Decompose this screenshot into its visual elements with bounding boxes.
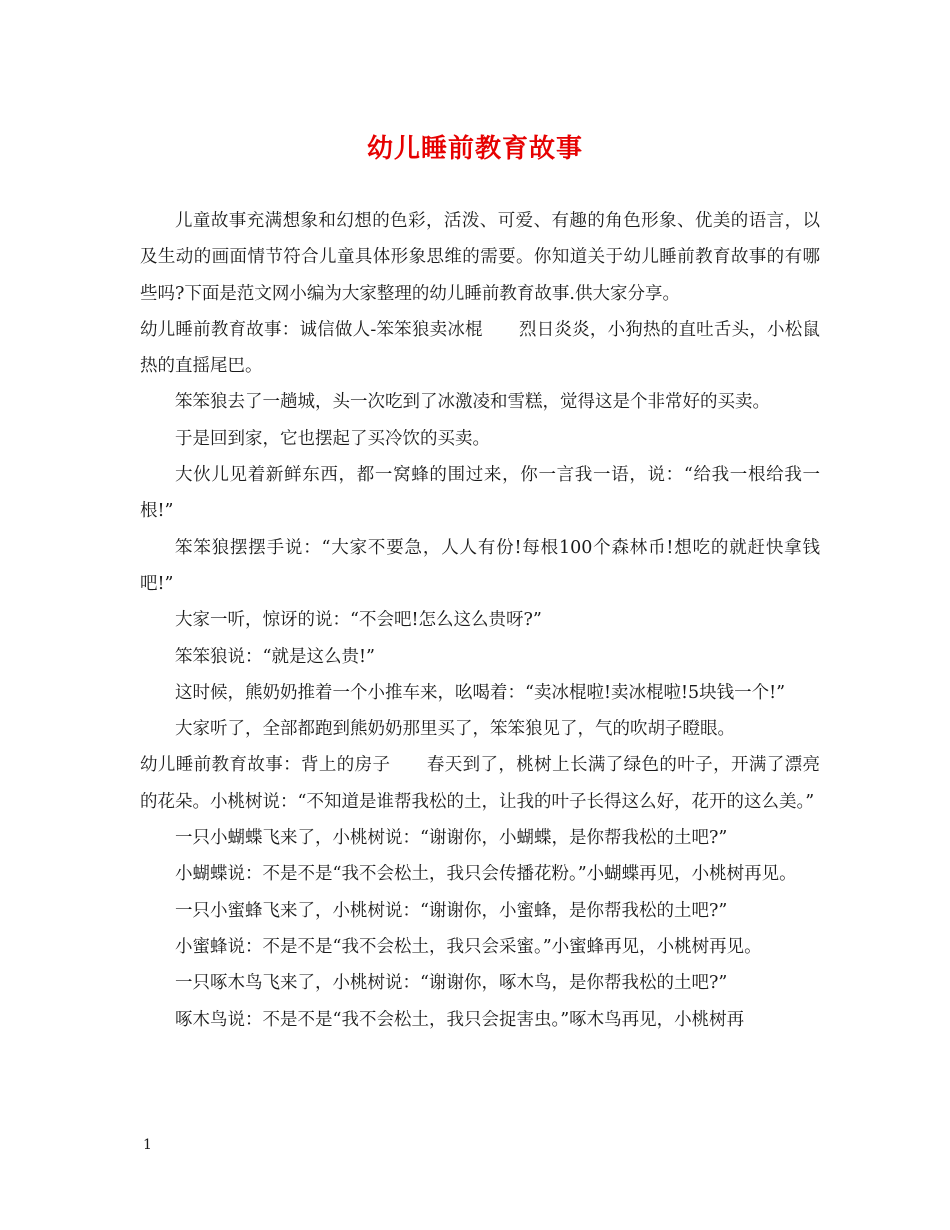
story-opening-text: 春天到了，桃树上长满了绿色的叶子，开满了漂亮的花朵。小桃树说：“不知道是谁帮我松的土，让我的叶子长得这么好，花开的这么美。” [140,755,821,812]
story-opening-text: 烈日炎炎，小狗热的直吐舌头，小松鼠热的直摇尾巴。 [140,319,820,377]
paragraph: 小蝴蝶说：不是不是“我不会松土，我只会传播花粉。”小蝴蝶再见，小桃树再见。 [175,864,797,885]
paragraph: 大家一听，惊讶的说：“不会吧!怎么这么贵呀?” [175,610,542,631]
paragraph: 笨笨狼去了一趟城，头一次吃到了冰激凌和雪糕，觉得这是个非常好的买卖。 [175,392,770,413]
paragraph-intro: 儿童故事充满想象和幻想的色彩，活泼、可爱、有趣的角色形象、优美的语言，以及生动的画面情节符合儿童具体形象思维的需要。你知道关于幼儿睡前教育故事的有哪些吗?下面是范文网小编为大家整理的幼儿睡前教育故事.供大家分享。 [140,211,820,304]
story-heading: 幼儿睡前教育故事：诚信做人-笨笨狼卖冰棍 [140,319,483,340]
paragraph: 大伙儿见着新鲜东西，都一窝蜂的围过来，你一言我一语，说：“给我一根给我一根!” [140,465,820,522]
paragraph: 笨笨狼说：“就是这么贵!” [175,646,375,667]
paragraph: 这时候，熊奶奶推着一个小推车来，吆喝着：“卖冰棍啦!卖冰棍啦!5块钱一个!” [175,682,786,703]
paragraph: 啄木鸟说：不是不是“我不会松土，我只会捉害虫。”啄木鸟再见，小桃树再 [175,1009,745,1030]
paragraph: 一只小蝴蝶飞来了，小桃树说：“谢谢你，小蝴蝶，是你帮我松的土吧?” [175,828,728,849]
story-heading: 幼儿睡前教育故事：背上的房子 [140,755,391,776]
paragraph: 一只小蜜蜂飞来了，小桃树说：“谢谢你，小蜜蜂，是你帮我松的土吧?” [175,900,728,921]
paragraph: 笨笨狼摆摆手说：“大家不要急，人人有份!每根100个森林币!想吃的就赶快拿钱吧!” [140,537,820,594]
story-heading-paragraph [140,312,820,385]
document-body [140,203,820,1038]
paragraph: 小蜜蜂说：不是不是“我不会松土，我只会采蜜。”小蜜蜂再见，小桃树再见。 [175,936,762,957]
paragraph: 于是回到家，它也摆起了买冷饮的买卖。 [175,428,490,449]
paragraph: 大家听了，全部都跑到熊奶奶那里买了，笨笨狼见了，气的吹胡子瞪眼。 [175,719,735,740]
paragraph: 一只啄木鸟飞来了，小桃树说：“谢谢你，啄木鸟，是你帮我松的土吧?” [175,973,728,994]
document-title: 幼儿睡前教育故事 [366,134,583,164]
page-number: 1 [143,1137,152,1153]
story-heading-paragraph [140,747,820,820]
